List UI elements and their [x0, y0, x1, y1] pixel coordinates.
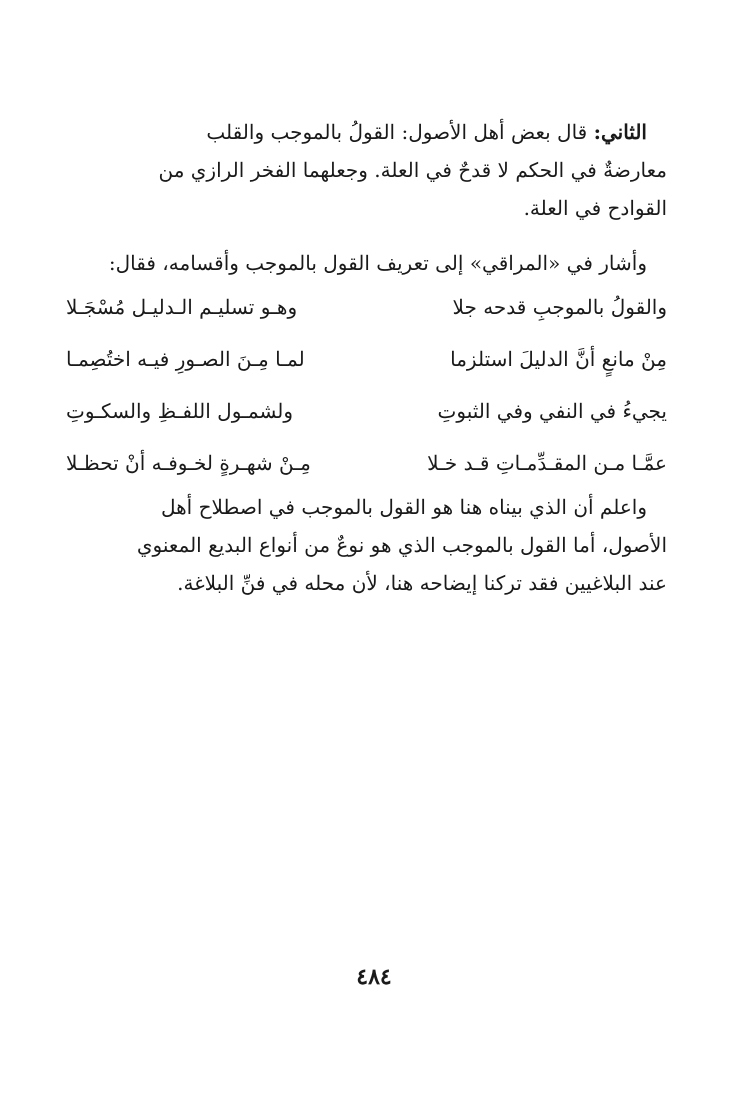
- paragraph-line: وأشار في «المراقي» إلى تعريف القول بالموجب وأقسامه، فقال:: [108, 251, 647, 275]
- paragraph-maraqi-intro: [66, 244, 667, 282]
- paragraph-clarification: [66, 488, 667, 602]
- poem-first-hemistich: مِنْ مانعٍ أنَّ الدليلَ استلزما: [450, 347, 667, 371]
- poem-second-hemistich: وهـو تسليـم الـدليـل مُسْجَـلا: [66, 295, 298, 319]
- paragraph-line: القوادح في العلة.: [523, 196, 667, 220]
- poem-verse: [66, 288, 667, 340]
- poem-verse: [66, 340, 667, 392]
- poem-second-hemistich: مِـنْ شهـرةٍ لخـوفـه أنْ تحظـلا: [66, 451, 311, 475]
- paragraph-line: عند البلاغيين فقد تركنا إيضاحه هنا، لأن محله في فنِّ البلاغة.: [177, 571, 667, 595]
- page-number: ٤٨٤: [356, 964, 392, 990]
- poem-first-hemistich: والقولُ بالموجبِ قدحه جلا: [452, 295, 667, 319]
- paragraph-line: [66, 113, 667, 151]
- poem-first-hemistich: يجيءُ في النفي وفي الثبوتِ: [437, 399, 667, 423]
- poem-second-hemistich: ولشمـول اللفـظِ والسكـوتِ: [66, 399, 294, 423]
- poem-second-hemistich: لمـا مِـنَ الصـورِ فيـه اختُصِمـا: [66, 347, 305, 371]
- paragraph-line: الأصول، أما القول بالموجب الذي هو نوعٌ من أنواع البديع المعنوي: [136, 533, 667, 557]
- paragraph-line: واعلم أن الذي بيناه هنا هو القول بالموجب في اصطلاح أهل: [160, 495, 647, 519]
- poem-block: [66, 288, 667, 496]
- paragraph-line-text: قال بعض أهل الأصول: القولُ بالموجب والقلب: [206, 120, 594, 144]
- poem-first-hemistich: عمَّـا مـن المقـدِّمـاتِ قـد خـلا: [427, 451, 667, 475]
- paragraph-second-opinion: [66, 113, 667, 227]
- paragraph-lead-word: الثاني:: [593, 120, 647, 144]
- poem-verse: [66, 392, 667, 444]
- paragraph-line: معارضةٌ في الحكم لا قدحٌ في العلة. وجعلهما الفخر الرازي من: [158, 158, 667, 182]
